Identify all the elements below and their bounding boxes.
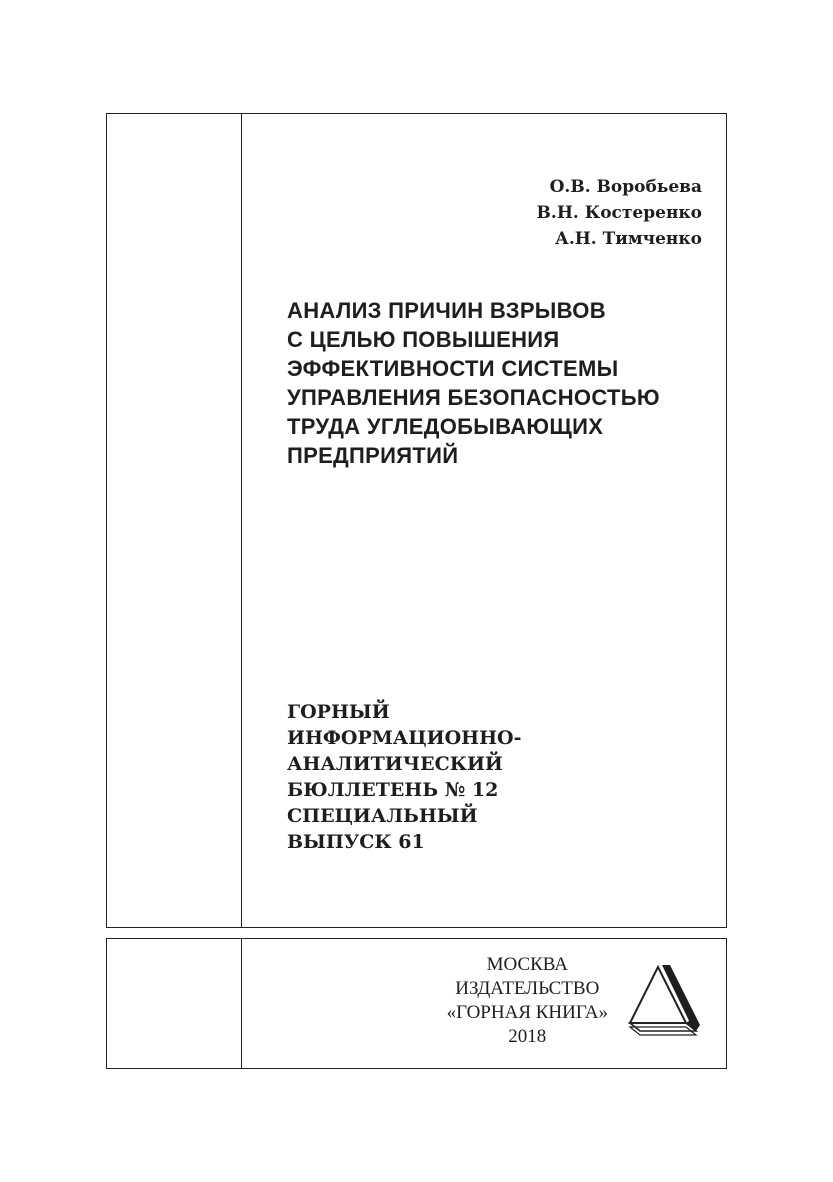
author-name: В.Н. Костеренко [536,203,702,223]
series-line: АНАЛИТИЧЕСКИЙ [287,753,503,775]
authors-block [537,174,702,252]
series-line: ИНФОРМАЦИОННО- [287,727,522,749]
series-line: БЮЛЛЕТЕНЬ № 12 [287,779,499,801]
publication-year: 2018 [508,1026,547,1047]
cover-frame-bottom [106,938,727,1069]
book-title [287,296,660,470]
title-line: ЭФФЕКТИВНОСТИ СИСТЕМЫ [287,356,619,381]
publisher-city: МОСКВА [486,954,568,975]
series-line: СПЕЦИАЛЬНЫЙ [287,805,478,827]
title-line: ПРЕДПРИЯТИЙ [287,443,459,468]
author-name: О.В. Воробьева [549,177,702,197]
title-line: АНАЛИЗ ПРИЧИН ВЗРЫВОВ [287,298,606,323]
cover-frame-top [106,113,727,928]
frame-divider-line [241,939,242,1068]
author-name: А.Н. Тимченко [554,229,702,249]
series-block [287,699,521,855]
series-line: ГОРНЫЙ [287,701,390,723]
series-line: ВЫПУСК 61 [287,831,425,853]
publisher-house: ИЗДАТЕЛЬСТВО [455,978,600,999]
title-line: ТРУДА УГЛЕДОБЫВАЮЩИХ [287,414,604,439]
publisher-triangle-book-logo-icon [626,961,702,1039]
title-line: С ЦЕЛЬЮ ПОВЫШЕНИЯ [287,327,560,352]
frame-divider-line [241,114,242,927]
publisher-block [447,953,608,1049]
publisher-name: «ГОРНАЯ КНИГА» [446,1002,608,1023]
title-line: УПРАВЛЕНИЯ БЕЗОПАСНОСТЬЮ [287,385,660,410]
